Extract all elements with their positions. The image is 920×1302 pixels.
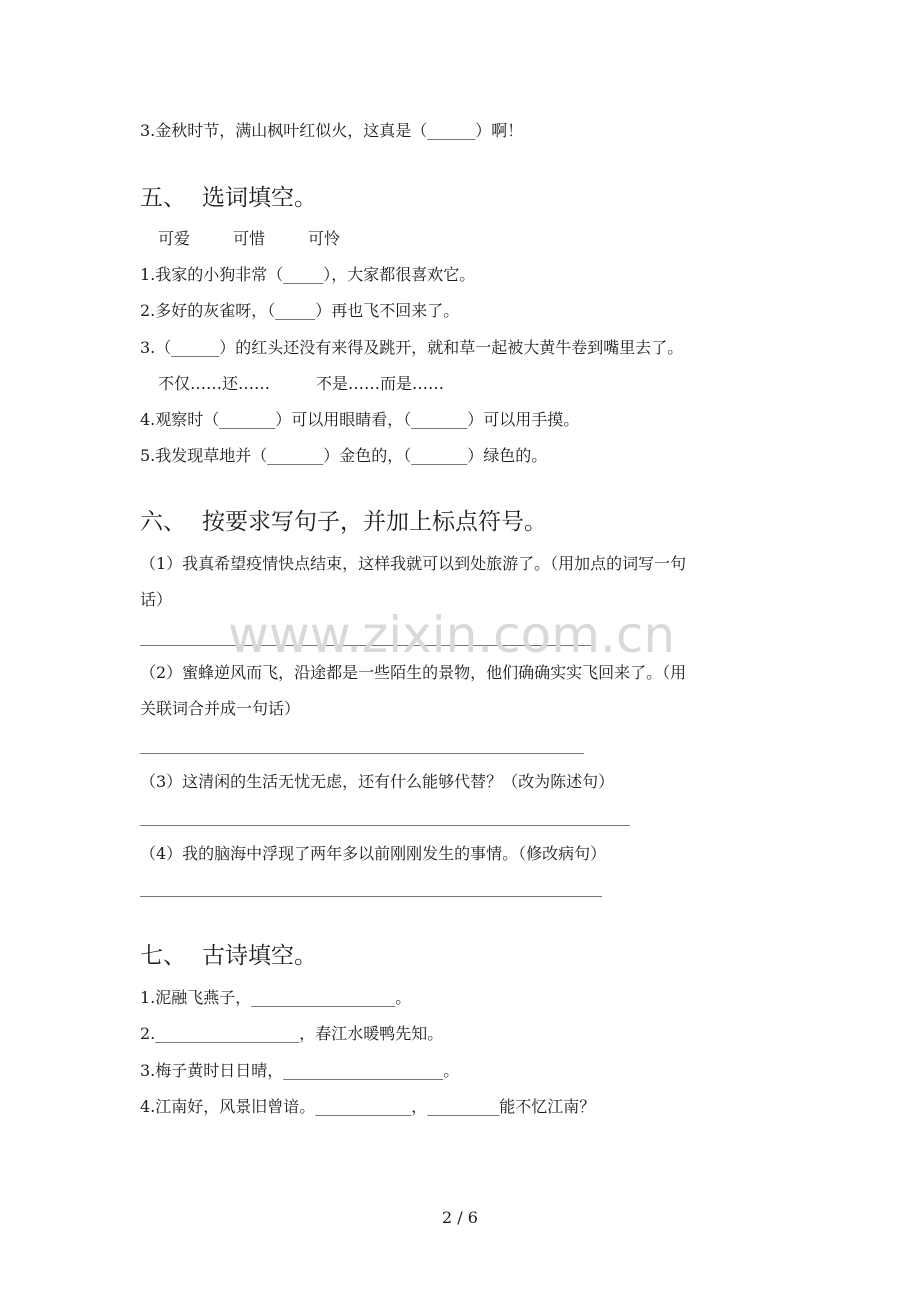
page-number: 2 / 6 [442,1208,478,1227]
word-option: 不仅……还…… [158,374,271,393]
section5-item-5: 5.我发现草地并（_______）金色的，（_______）绿色的。 [140,446,548,465]
question-4: （4）我的脑海中浮现了两年多以前刚刚发生的事情。（修改病句） [140,844,607,863]
section7-heading [140,941,317,971]
question-1-line-1: （1）我真希望疫情快点结束，这样我就可以到处旅游了。（用加点的词写一句 [140,554,687,573]
question-2-line-1: （2）蜜蜂逆风而飞，沿途都是一些陌生的景物，他们确确实实飞回来了。（用 [140,663,687,682]
section4-item-3: 3.金秋时节，满山枫叶红似火，这真是（______）啊！ [140,121,524,140]
question-3: （3）这清闲的生活无忧无虑，还有什么能够代替？（改为陈述句） [140,772,615,791]
section5-item-4: 4.观察时（_______）可以用眼睛看，（_______）可以用手摸。 [140,410,580,429]
section5-item-1: 1.我家的小狗非常（_____），大家都很喜欢它。 [140,265,476,284]
section6-heading [140,507,547,537]
answer-line-2[interactable] [140,753,584,754]
watermark: www.zixin.com.cn [228,606,676,664]
section6-title: 按要求写句子，并加上标点符号。 [202,509,547,535]
word-option: 可怜 [308,229,341,248]
word-option: 可爱 [158,229,191,248]
question-1-line-2: 话） [140,590,173,609]
word-option: 不是……而是…… [316,374,445,393]
section5-heading [140,183,317,213]
section7-number: 七、 [140,943,186,969]
section5-number: 五、 [140,185,186,211]
poem-item-4: 4.江南好，风景旧曾谙。____________，_________能不忆江南？ [140,1097,596,1116]
section5-item-2: 2.多好的灰雀呀，（_____）再也飞不回来了。 [140,301,460,320]
word-bank-1 [158,228,340,250]
poem-item-3: 3.梅子黄时日日晴，____________________。 [140,1061,460,1080]
poem-item-1: 1.泥融飞燕子，__________________。 [140,988,412,1007]
section6-number: 六、 [140,509,186,535]
section7-title: 古诗填空。 [202,943,317,969]
question-2-line-2: 关联词合并成一句话） [140,699,301,718]
answer-line-4[interactable] [140,896,602,897]
section5-title: 选词填空。 [202,185,317,211]
section5-item-3: 3.（______）的红头还没有来得及跳开，就和草一起被大黄牛卷到嘴里去了。 [140,338,684,357]
poem-item-2: 2.__________________，春江水暖鸭先知。 [140,1024,444,1043]
word-bank-2 [158,373,444,395]
answer-line-3[interactable] [140,825,630,826]
word-option: 可惜 [233,229,266,248]
